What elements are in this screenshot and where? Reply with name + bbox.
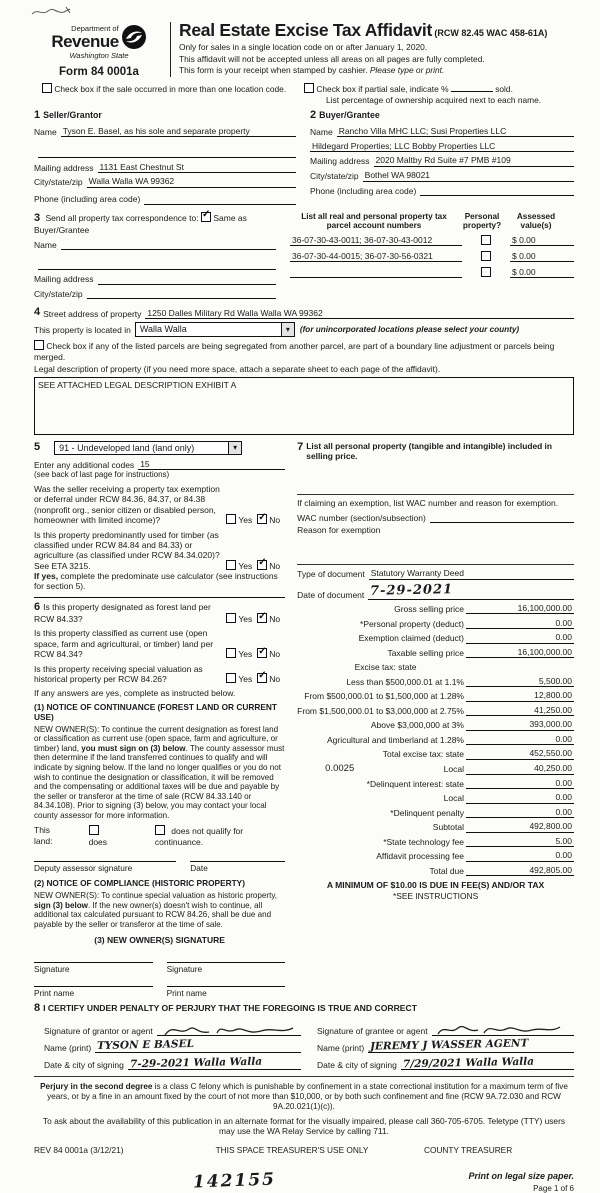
grantee-date-city-field[interactable]: 7/29/2021 Walla Walla bbox=[401, 1057, 574, 1071]
personal-property-deduct-value[interactable]: 0.00 bbox=[466, 618, 574, 629]
affidavit-processing-fee-value[interactable]: 0.00 bbox=[466, 850, 574, 861]
title-line bbox=[179, 20, 574, 41]
page-number: Page 1 of 6 bbox=[533, 1183, 574, 1193]
total-due-value[interactable]: 492,805.00 bbox=[466, 865, 574, 876]
seller-name-field[interactable]: Tyson E. Basel, as his sole and separate property bbox=[61, 126, 296, 137]
section-8-number: 8 bbox=[34, 1001, 41, 1014]
partial-sale-sold-label: sold. bbox=[495, 84, 513, 95]
same-as-buyer-label: Same as Buyer/Grantee bbox=[34, 212, 247, 236]
personal-property-checkbox[interactable] bbox=[481, 251, 491, 261]
predominate-use-note: If yes, complete the predominate use calculator (see instructions for section 5). bbox=[34, 570, 278, 592]
unincorporated-note: (for unincorporated locations please select your county) bbox=[299, 324, 520, 334]
tax-row: From $500,000.01 to $1,500,000 at 1.28% 12,800.00 bbox=[304, 690, 572, 702]
revenue-wordmark: Revenue bbox=[51, 32, 119, 52]
tax-row-local: 0.0025 Local 40,250.00 bbox=[297, 763, 574, 775]
county-treasurer-label: COUNTY TREASURER bbox=[424, 1144, 513, 1155]
correspondence-city-field[interactable] bbox=[87, 288, 276, 299]
parcel-table-header: List all real and personal property tax parcel account numbers Personal property? Assessed value(s) bbox=[301, 211, 556, 231]
page-title: Real Estate Excise Tax Affidavit bbox=[179, 20, 433, 40]
section-land-use bbox=[34, 441, 285, 456]
tax-row: *Personal property (deduct) 0.00 bbox=[360, 617, 572, 629]
same-as-buyer-checkbox[interactable] bbox=[201, 212, 211, 222]
buyer-mailing-address-field[interactable]: 2020 Maltby Rd Suite #7 PMB #109 bbox=[374, 155, 574, 166]
notice-continuance-title: (1) NOTICE OF CONTINUANCE (FOREST LAND OR CURRENT USE) bbox=[34, 701, 277, 722]
document-divider bbox=[297, 564, 574, 565]
revenue-swirl-logo-icon bbox=[121, 24, 147, 50]
assessed-value-field[interactable]: $ 0.00 bbox=[510, 251, 574, 262]
partial-sale-percent-field[interactable] bbox=[451, 83, 493, 92]
tax-row: Affidavit processing fee 0.00 bbox=[376, 850, 572, 862]
timber-agriculture-question: Is this property predominantly used for timber (as classified under RCW 84.84 and 84.33) or agriculture (as classified under RCW 84.34.020)? See ETA 3215. Yes ✓ No bbox=[34, 530, 285, 571]
form-number: Form 84 0001a bbox=[59, 66, 139, 79]
section-4-number: 4 bbox=[34, 306, 41, 319]
header-note-2: This affidavit will not be accepted unless all areas on all pages are fully completed. bbox=[179, 53, 485, 64]
pen-scribble bbox=[30, 4, 76, 18]
tax-row: Above $3,000,000 at 3% 393,000.00 bbox=[370, 719, 572, 731]
grantor-signature-block: Signature of grantor or agent Name (print) TYSON E BASEL Date & city of signing 7-29-2021 Walla Walla bbox=[44, 1017, 301, 1070]
rcw-reference: (RCW 82.45 WAC 458-61A) bbox=[434, 28, 548, 38]
state-technology-fee-value[interactable]: 5.00 bbox=[466, 836, 574, 847]
multi-location-label: Check box if the sale occurred in more than one location code. bbox=[54, 84, 287, 95]
codes-instructions-note: (see back of last page for instructions) bbox=[34, 470, 170, 480]
land-use-dropdown-arrow-icon[interactable] bbox=[228, 442, 241, 455]
segregated-parcels-label: Check box if any of the listed parcels are being segregated from another parcel, are part of a boundary line adjustment or parcels being merged. bbox=[34, 341, 555, 362]
buyer-city-state-zip-field[interactable]: Bothel WA 98021 bbox=[363, 170, 574, 181]
gross-selling-price-value[interactable]: 16,100,000.00 bbox=[466, 603, 574, 614]
right-column: 7 List all personal property (tangible and intangible) included in selling price. If claiming an exemption, list WAC number and reason for exemption. WAC number (section/subsection) Reason for exemption Type of document Statutory Warranty Deed Date of document 7-29-2021 Gross selling price 16,100,000.00 *Personal property (deduct) 0.00 Exemption claimed (deduct) 0.00 Taxable selling price 16,100,000.00 Excise tax: state Less than $500,000.01 at 1.1% 5,500.00 From $500,000.01 to $1,500,000 at 1.28% 12,800.00 From $1,500,000.01 to $3,000,000 at 2.75% 41,250.00 Above $3,000,000 at 3% 393,000.00 Agricultural and timberland at 1.28% 0.00 Total excise tax: state 452,550.00 0.0025 Local 40,250.00 *Delinquent interest: state 0.00 Local 0.00 *Delinquent penalty 0.00 Subtotal 492,800.00 *State technology fee 5.00 Affidavit processing fee 0.00 Total due 492,805.00 A MINIMUM OF $10.00 IS DUE IN FEE(S) AND/OR TAX *SEE INSTRUCTIONS bbox=[297, 440, 572, 901]
land-does-checkbox[interactable] bbox=[89, 825, 99, 835]
treasurer-space-label: THIS SPACE TREASURER'S USE ONLY bbox=[215, 1144, 369, 1155]
section-property-address: 4 Street address of property 1250 Dalles Military Rd Walla Walla WA 99362 This property is located in Walla Walla ▾ (for unincorporated locations please select your county) Check box if any of the listed parcels are being segregated from another parcel, are part of a boundary line adjustment or parcels being merged. Legal description of property (if you need more space, attach a separate sheet to each page of the affidavit). SEE ATTACHED LEGAL DESCRIPTION EXHIBIT A bbox=[34, 306, 574, 434]
header-note-1: Only for sales in a single location code on or after January 1, 2020. bbox=[179, 42, 428, 53]
parcel-row bbox=[290, 235, 574, 246]
section-personal-property bbox=[297, 441, 574, 462]
parcel-table bbox=[290, 212, 574, 299]
q-exemption-no-checkbox[interactable] bbox=[257, 514, 267, 524]
q-exemption-yes-checkbox[interactable] bbox=[226, 514, 236, 524]
section-tax-correspondence: 3 Send all property tax correspondence to: ✓ Same as Buyer/Grantee Name Mailing address City/state/zip bbox=[34, 212, 276, 299]
section-5-number: 5 bbox=[34, 441, 41, 454]
notice-compliance-text: NEW OWNER(S): To continue special valuation as historic property, sign (3) below. If the new owner(s) doesn't wish to continue, all additional tax calculated pursuant to RCW 84.26, shall be due and payable by the seller or transferor at the time of sale. bbox=[34, 891, 278, 929]
subtotal-value[interactable]: 492,800.00 bbox=[466, 821, 574, 832]
accessibility-note: To ask about the availability of this publication in an alternate format for the visually impaired, please call 360-705-6705. Teletype (TTY) users may use the WA Relay Service by calling 711. bbox=[42, 1116, 566, 1137]
delinquent-interest-local-value[interactable]: 0.00 bbox=[466, 792, 574, 803]
minimum-due-note: A MINIMUM OF $10.00 IS DUE IN FEE(S) AND/OR TAX bbox=[326, 880, 545, 891]
personal-property-blank-area[interactable] bbox=[297, 461, 574, 491]
tax-row: Total excise tax: state 452,550.00 bbox=[382, 748, 572, 760]
washington-state-label: Washington State bbox=[69, 51, 129, 61]
buyer-grantee-title: Buyer/Grantee bbox=[319, 109, 380, 120]
legal-description-box[interactable]: SEE ATTACHED LEGAL DESCRIPTION EXHIBIT A bbox=[34, 377, 574, 435]
tier2-tax-value[interactable]: 12,800.00 bbox=[466, 690, 574, 701]
tier1-tax-value[interactable]: 5,500.00 bbox=[466, 676, 574, 687]
multi-location-checkbox[interactable] bbox=[42, 83, 52, 93]
parcel-numbers-field[interactable]: 36-07-30-44-0015; 36-07-30-56-0321 bbox=[290, 251, 462, 262]
assessed-value-field[interactable]: $ 0.00 bbox=[510, 235, 574, 246]
tax-row: Taxable selling price 16,100,000.00 bbox=[387, 646, 572, 658]
header-divider bbox=[170, 22, 171, 77]
notice-compliance-title: (2) NOTICE OF COMPLIANCE (HISTORIC PROPERTY) bbox=[34, 878, 245, 889]
see-instructions-note: *SEE INSTRUCTIONS bbox=[393, 890, 479, 901]
seller-city-state-zip-field[interactable]: Walla Walla WA 99362 bbox=[87, 176, 296, 187]
grantor-signature-scribble bbox=[159, 1021, 299, 1039]
certify-statement: I CERTIFY UNDER PENALTY OF PERJURY THAT THE FOREGOING IS TRUE AND CORRECT bbox=[43, 1002, 417, 1013]
section-2-number: 2 bbox=[310, 108, 317, 121]
grantee-printed-name-field[interactable]: JEREMY J WASSER AGENT bbox=[368, 1039, 574, 1053]
correspondence-mailing-field[interactable] bbox=[98, 274, 276, 285]
top-checkboxes bbox=[42, 83, 574, 105]
tax-row: *State technology fee 5.00 bbox=[383, 835, 572, 847]
grantee-signature-scribble bbox=[434, 1021, 564, 1039]
current-use-question: Is this property classified as current use (open space, farm and agricultural, or timber) land per RCW 84.34? Yes ✓ No bbox=[34, 628, 285, 659]
tax-row: Agricultural and timberland at 1.28% 0.00 bbox=[326, 733, 572, 745]
personal-property-label: List all personal property (tangible and intangible) included in selling price. bbox=[306, 440, 552, 461]
buyer-name2-field[interactable]: Hildegard Properties; LLC Bobby Properties LLC bbox=[310, 141, 574, 152]
seller-phone-field[interactable] bbox=[144, 194, 296, 205]
if-yes-note: If any answers are yes, complete as instructed below. bbox=[34, 688, 236, 699]
exemption-deferral-question: Was the seller receiving a property tax exemption or deferral under RCW 84.36, 84.37, or 84.38 (nonprofit org., senior citizen or disabled person, homeowner with limited income)? Yes ✓ No bbox=[34, 484, 285, 525]
treasurer-stamp-row bbox=[34, 1171, 574, 1193]
new-owner-printname-row: Print name Print name bbox=[34, 986, 285, 998]
section-6-number: 6 bbox=[34, 600, 41, 613]
personal-property-checkbox[interactable] bbox=[481, 267, 491, 277]
grantor-signature-field[interactable] bbox=[157, 1021, 301, 1036]
local-tax-value[interactable]: 40,250.00 bbox=[466, 763, 574, 774]
land-use-dropdown-value: 91 - Undeveloped land (land only) bbox=[59, 442, 195, 453]
parcel-row bbox=[290, 267, 574, 278]
land-does-not-checkbox[interactable] bbox=[155, 825, 165, 835]
county-dropdown-arrow-icon[interactable] bbox=[281, 323, 294, 336]
correspondence-extra-field[interactable] bbox=[38, 259, 276, 270]
section-1-number: 1 bbox=[34, 108, 41, 121]
grantee-signature-field[interactable] bbox=[432, 1021, 574, 1036]
q-current-use-no-checkbox[interactable] bbox=[257, 648, 267, 658]
q-historical-no-checkbox[interactable] bbox=[257, 673, 267, 683]
tier3-tax-value[interactable]: 41,250.00 bbox=[466, 705, 574, 716]
personal-property-checkbox[interactable] bbox=[481, 235, 491, 245]
agricultural-timberland-value[interactable]: 0.00 bbox=[466, 734, 574, 745]
tax-row: Local 0.00 bbox=[443, 792, 572, 804]
located-in-label: This property is located in bbox=[34, 324, 131, 335]
partial-sale-label: Check box if partial sale, indicate % bbox=[316, 84, 449, 95]
section-certification bbox=[34, 1002, 574, 1071]
parcel-row bbox=[290, 251, 574, 262]
tax-row: From $1,500,000.01 to $3,000,000 at 2.75% 41,250.00 bbox=[297, 704, 572, 716]
tax-row: Subtotal 492,800.00 bbox=[432, 821, 572, 833]
tax-row: *Delinquent penalty 0.00 bbox=[390, 806, 572, 818]
new-owners-signature-title: (3) NEW OWNER(S) SIGNATURE bbox=[94, 935, 225, 946]
tax-row: Exemption claimed (deduct) 0.00 bbox=[358, 632, 572, 644]
exemption-reason-blank-area[interactable] bbox=[297, 535, 574, 561]
exemption-claimed-value[interactable]: 0.00 bbox=[466, 632, 574, 643]
section-3-number: 3 bbox=[34, 211, 41, 224]
wac-number-field[interactable] bbox=[430, 512, 574, 523]
q-timber-no-checkbox[interactable] bbox=[257, 560, 267, 570]
seller-name-extra-field[interactable] bbox=[38, 147, 296, 158]
forest-land-question: 6 Is this property designated as forest land per RCW 84.33? Yes ✓ No bbox=[34, 601, 285, 625]
exemption-divider bbox=[297, 494, 574, 495]
document-type-field[interactable]: Statutory Warranty Deed bbox=[369, 568, 574, 579]
ownership-pct-note: List percentage of ownership acquired next to each name. bbox=[326, 94, 542, 105]
perjury-divider bbox=[34, 1076, 574, 1077]
correspondence-label: Send all property tax correspondence to: bbox=[45, 212, 199, 223]
document-date-field[interactable]: 7-29-2021 bbox=[368, 583, 574, 600]
taxable-selling-price-value[interactable]: 16,100,000.00 bbox=[466, 647, 574, 658]
buyer-name-field[interactable]: Rancho Villa MHC LLC; Susi Properties LLC bbox=[337, 126, 574, 137]
tax-row: *Delinquent interest: state 0.00 bbox=[366, 777, 572, 789]
left-column: 5 91 - Undeveloped land (land only) ▾ Enter any additional codes 15 (see back of last page for instructions) Was the seller receiving a property tax exemption or deferral under RCW 84.36, 84.37, or 84.38 (nonprofit org., senior citizen or disabled person, homeowner with limited income)? Yes ✓ No Is this property predominantly used for timber (as classified under RCW 84.84 and 84.33) or agriculture (as classified under RCW 84.34.020)? See ETA 3215. Yes ✓ No If yes, complete the predominate use calculator (see instructions for section 5). 6 Is this property designated as forest land per RCW 84.33? Yes ✓ No Is this property classified as current use (open space, farm and agricultural, or timber) land per RCW 84.34? Yes ✓ No Is this property receiving special valuation as historical property per RCW 84.26? Yes ✓ No If any answers are yes, complete as instructed below. (1) NOTICE OF CONTINUANCE (FOREST LAND OR CURRENT USE) NEW OWNER(S): To continue the current designation as forest land or classification as current use (open space, farm and agriculture, or timber) land, you must sign on (3) below. The county assessor must then determine if the land transferred continues to qualify and will indicate by signing below. If the land no longer qualifies or you do not wish to continue the designation or classification, it will be removed and the compensating or additional taxes will be due and payable by the seller or transferor at the time of sale (RCW 84.33.140 or 84.34.108). Prior to signing (3) below, you may contact your local county assessor for more information. This land: does does not qualify for continuance. Deputy assessor signature Date (2) NOTICE OF COMPLIANCE (HISTORIC PROPERTY) NEW OWNER(S): To continue special valuation as historic property, sign (3) below. If the new owner(s) doesn't wish to continue, all additional tax calculated pursuant to RCW 84.26, shall be due and payable by the seller or transferor at the time of sale. (3) NEW OWNER(S) SIGNATURE Signature Signature Print name Print name bbox=[34, 441, 285, 998]
tier4-tax-value[interactable]: 393,000.00 bbox=[466, 719, 574, 730]
tax-row: Gross selling price 16,100,000.00 bbox=[394, 603, 572, 615]
footer-row bbox=[34, 1145, 574, 1155]
total-excise-state-value[interactable]: 452,550.00 bbox=[466, 748, 574, 759]
q-forest-yes-checkbox[interactable] bbox=[226, 613, 236, 623]
dor-logo-block bbox=[34, 16, 164, 79]
section-buyer: 2 Buyer/Grantee Name Rancho Villa MHC LLC; Susi Properties LLC Hildegard Properties; LLC Bobby Properties LLC Mailing address 2020 Maltby Rd Suite #7 PMB #109 City/state/zip Bothel WA 98021 Phone (including area code) bbox=[310, 109, 574, 205]
partial-sale-checkbox[interactable] bbox=[304, 83, 314, 93]
exemption-note: If claiming an exemption, list WAC number and reason for exemption. bbox=[297, 498, 559, 508]
q-current-use-yes-checkbox[interactable] bbox=[226, 648, 236, 658]
new-owner-signature-row: Signature Signature bbox=[34, 962, 285, 974]
assessed-value-field[interactable]: $ 0.00 bbox=[510, 267, 574, 278]
tax-row: Less than $500,000.01 at 1.1% 5,500.00 bbox=[346, 675, 572, 687]
section-divider bbox=[34, 597, 285, 598]
tax-row: Total due 492,805.00 bbox=[429, 865, 572, 876]
print-legal-size-note: Print on legal size paper. bbox=[468, 1170, 574, 1181]
delinquent-penalty-value[interactable]: 0.00 bbox=[466, 807, 574, 818]
county-dropdown[interactable] bbox=[135, 322, 295, 337]
treasurer-stamp-number: 142155 bbox=[192, 1169, 276, 1193]
delinquent-interest-state-value[interactable]: 0.00 bbox=[466, 778, 574, 789]
q-historical-yes-checkbox[interactable] bbox=[226, 673, 236, 683]
county-dropdown-value: Walla Walla bbox=[139, 324, 187, 335]
perjury-statement: Perjury in the second degree is a class C felony which is punishable by confinement in a state correctional institution for a maximum term of five years, or by a fine in an amount fixed by the court of not more than $10,000, or by both such confinement and fine (RCW 9A.72.030 and RCW 9A.20.021(1)(c)). bbox=[40, 1082, 568, 1112]
parcel-numbers-field[interactable] bbox=[290, 267, 462, 278]
deputy-assessor-row: Deputy assessor signature Date bbox=[34, 861, 285, 873]
land-qualify-row: This land: does does not qualify for continuance. bbox=[34, 825, 244, 847]
grantor-date-city-field[interactable]: 7-29-2021 Walla Walla bbox=[128, 1057, 301, 1071]
local-rate-value: 0.0025 bbox=[325, 762, 355, 774]
street-address-field[interactable]: 1250 Dalles Military Rd Walla Walla WA 99362 bbox=[145, 308, 574, 319]
historical-property-question: Is this property receiving special valuation as historical property per RCW 84.26? Yes ✓ No bbox=[34, 664, 285, 685]
parcel-numbers-field[interactable]: 36-07-30-43-0011; 36-07-30-43-0012 bbox=[290, 235, 462, 246]
correspondence-name-field[interactable] bbox=[61, 239, 276, 250]
rev-form-code: REV 84 0001a (3/12/21) bbox=[34, 1144, 124, 1155]
reason-for-exemption-label: Reason for exemption bbox=[297, 524, 381, 535]
notice-continuance-text: NEW OWNER(S): To continue the current designation as forest land or classification as current use (open space, farm and agriculture, or timber) land, you must sign on (3) below. The county assessor must then determine if the land transferred continues to qualify and will indicate by signing below. If the land no longer qualifies or you do not wish to continue the designation or classification, it will be removed and the compensating or additional taxes will be due and payable by the seller or transferor at the time of sale (RCW 84.33.140 or 84.34.108). Prior to signing (3) below, you may contact your local county assessor for more information. bbox=[34, 724, 285, 820]
header-note-3: This form is your receipt when stamped by cashier. Please type or print. bbox=[179, 64, 445, 75]
grantor-printed-name-field[interactable]: TYSON E BASEL bbox=[95, 1039, 301, 1053]
dept-of-label: Department of bbox=[71, 24, 119, 33]
legal-description-label: Legal description of property (if you need more space, attach a separate sheet to each page of the affidavit). bbox=[34, 364, 441, 375]
buyer-phone-field[interactable] bbox=[420, 185, 574, 196]
seller-grantor-title: Seller/Grantor bbox=[43, 109, 102, 120]
segregated-parcels-checkbox[interactable] bbox=[34, 340, 44, 350]
additional-codes-field[interactable]: 15 bbox=[138, 459, 285, 470]
grantee-signature-block: Signature of grantee or agent Name (print) JEREMY J WASSER AGENT Date & city of signing 7/29/2021 Walla Walla bbox=[317, 1017, 574, 1070]
land-use-dropdown[interactable] bbox=[54, 441, 242, 456]
q-forest-no-checkbox[interactable] bbox=[257, 613, 267, 623]
q-timber-yes-checkbox[interactable] bbox=[226, 560, 236, 570]
section-7-number: 7 bbox=[297, 440, 304, 453]
seller-mailing-address-field[interactable]: 1131 East Chestnut St bbox=[98, 162, 296, 173]
form-header bbox=[34, 16, 574, 79]
section-seller: 1 Seller/Grantor Name Tyson E. Basel, as his sole and separate property Mailing address 1131 East Chestnut St City/state/zip Walla Walla WA 99362 Phone (including area code) bbox=[34, 109, 296, 205]
excise-tax-state-header: Excise tax: state bbox=[354, 662, 417, 673]
